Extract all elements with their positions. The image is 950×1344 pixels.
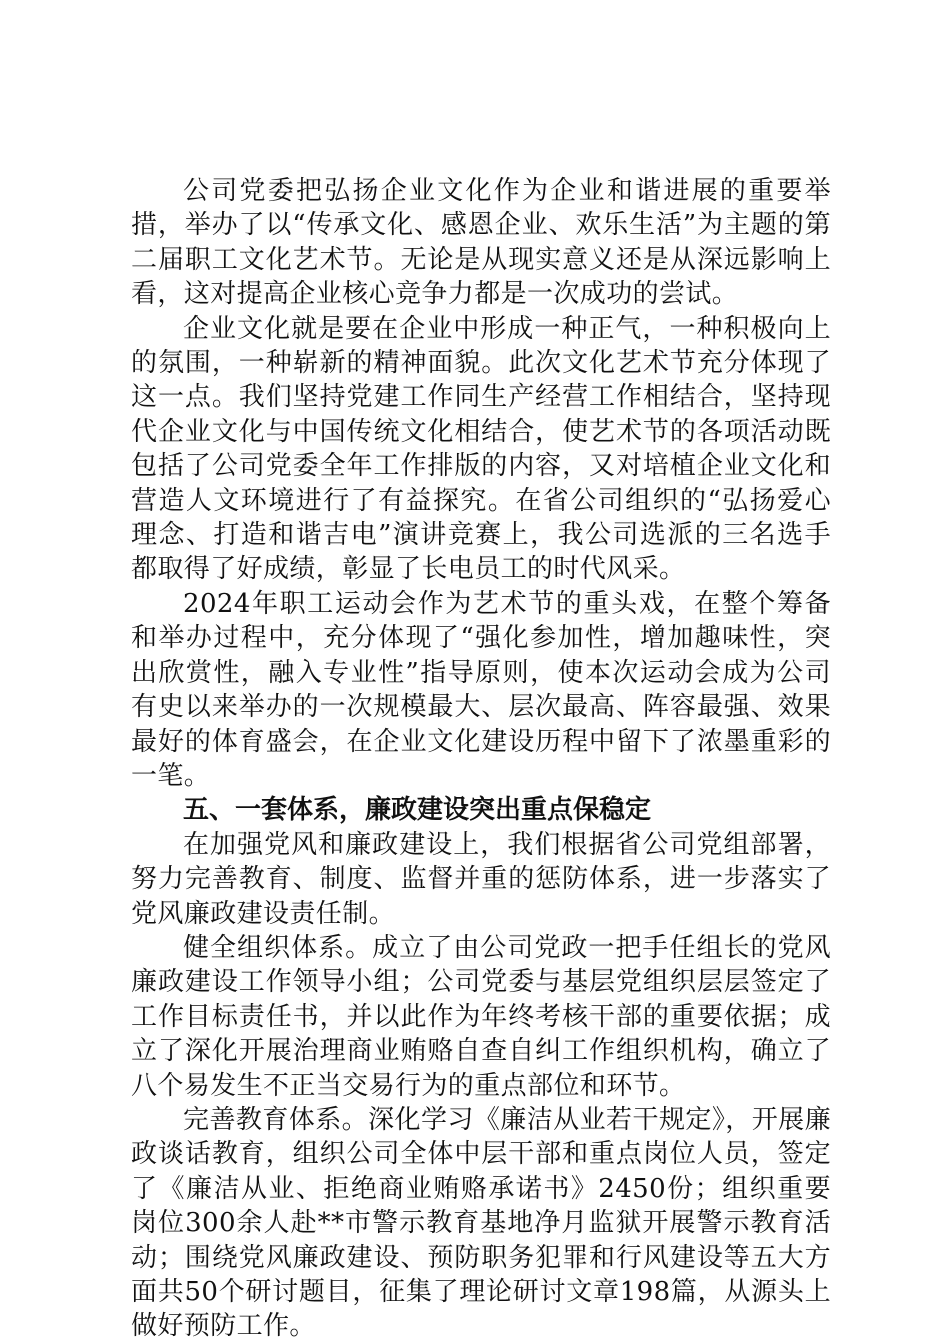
- paragraph-enterprise-culture: 企业文化就是要在企业中形成一种正气，一种积极向上的氛围，一种崭新的精神面貌。此次文化艺术节充分体现了这一点。我们坚持党建工作同生产经营工作相结合，坚持现代企业文化与中国传统文化相结合，使艺术节的各项活动既包括了公司党委全年工作排版的内容，又对培植企业文化和营造人文环境进行了有益探究。在省公司组织的“弘扬爱心理念、打造和谐吉电”演讲竞赛上，我公司选派的三名选手都取得了好成绩，彰显了长电员工的时代风采。: [131, 313, 831, 585]
- paragraph-sports-meeting: 2024年职工运动会作为艺术节的重头戏，在整个筹备和举办过程中，充分体现了“强化参加性，增加趣味性，突出欣赏性，融入专业性”指导原则，使本次运动会成为公司有史以来举办的一次规模最大、层次最高、阵容最强、效果最好的体育盛会，在企业文化建设历程中留下了浓墨重彩的一笔。: [131, 588, 831, 791]
- paragraph-culture-festival: 公司党委把弘扬企业文化作为企业和谐进展的重要举措，举办了以“传承文化、感恩企业、欢乐生活”为主题的第二届职工文化艺术节。无论是从现实意义还是从深远影响上看，这对提高企业核心竞争力都是一次成功的尝试。: [131, 176, 831, 310]
- paragraph-education-system: 完善教育体系。深化学习《廉洁从业若干规定》，开展廉政谈话教育，组织公司全体中层干部和重点岗位人员，签定了《廉洁从业、拒绝商业贿赂承诺书》2450份；组织重要岗位300余人赴**市警示教育基地净月监狱开展警示教育活动；围绕党风廉政建设、预防职务犯罪和行风建设等五大方面共50个研讨题目，征集了理论研讨文章198篇，从源头上做好预防工作。: [131, 1104, 831, 1342]
- document-body: [131, 174, 831, 1344]
- section-heading-integrity: 五、一套体系，廉政建设突出重点保稳定: [183, 795, 652, 826]
- paragraph-organization-system: 健全组织体系。成立了由公司党政一把手任组长的党风廉政建设工作领导小组；公司党委与基层党组织层层签定了工作目标责任书，并以此作为年终考核干部的重要依据；成立了深化开展治理商业贿赂自查自纠工作组织机构，确立了八个易发生不正当交易行为的重点部位和环节。: [131, 932, 831, 1101]
- paragraph-integrity-intro: 在加强党风和廉政建设上，我们根据省公司党组部署，努力完善教育、制度、监督并重的惩防体系，进一步落实了党风廉政建设责任制。: [131, 829, 831, 929]
